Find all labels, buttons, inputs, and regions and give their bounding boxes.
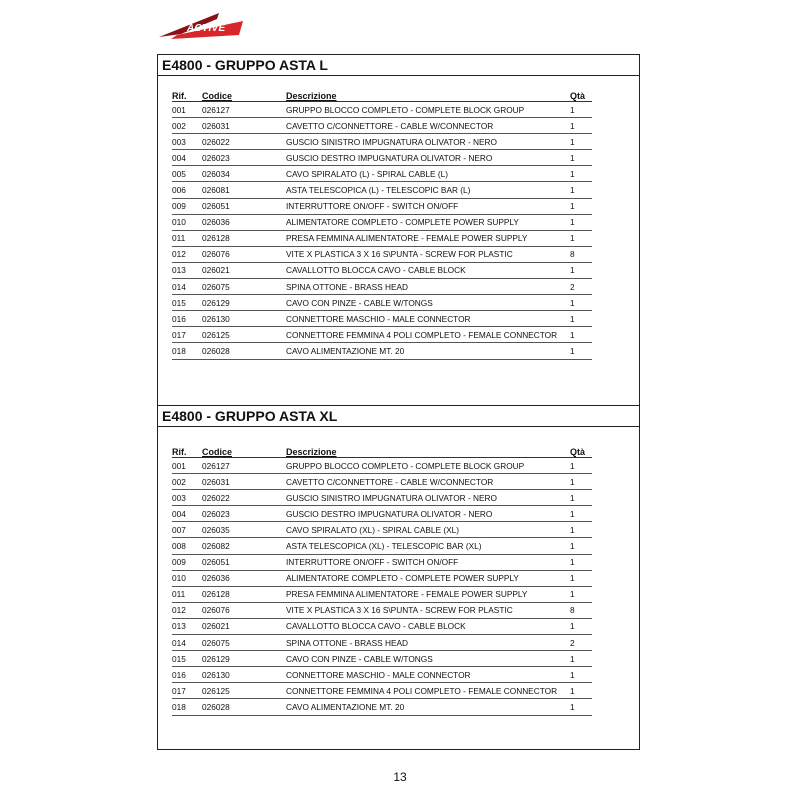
rif-cell: 012 — [172, 602, 202, 618]
descrizione-cell: CONNETTORE MASCHIO - MALE CONNECTOR — [286, 667, 570, 683]
codice-cell: 026051 — [202, 554, 286, 570]
codice-cell: 026051 — [202, 198, 286, 214]
descrizione-cell: VITE X PLASTICA 3 X 16 S\PUNTA - SCREW FOR PLASTIC — [286, 602, 570, 618]
descrizione-cell: SPINA OTTONE - BRASS HEAD — [286, 635, 570, 651]
qta-cell: 1 — [570, 618, 592, 634]
codice-cell: 026022 — [202, 134, 286, 150]
descrizione-cell: CONNETTORE FEMMINA 4 POLI COMPLETO - FEMALE CONNECTOR — [286, 327, 570, 343]
table-row — [172, 490, 592, 506]
descrizione-cell: CAVO ALIMENTAZIONE MT. 20 — [286, 699, 570, 715]
qta-cell: 1 — [570, 683, 592, 699]
table-body — [172, 458, 592, 716]
codice-cell: 026034 — [202, 166, 286, 182]
col-codice-header: Codice — [202, 444, 286, 458]
qta-cell: 1 — [570, 150, 592, 166]
codice-cell: 026021 — [202, 618, 286, 634]
descrizione-cell: GRUPPO BLOCCO COMPLETO - COMPLETE BLOCK GROUP — [286, 102, 570, 118]
table-header-row — [172, 88, 592, 102]
qta-cell: 2 — [570, 279, 592, 295]
table-row — [172, 246, 592, 262]
qta-cell: 1 — [570, 102, 592, 118]
table-body — [172, 102, 592, 360]
qta-cell: 1 — [570, 651, 592, 667]
active-logo — [157, 11, 247, 41]
table-row — [172, 618, 592, 634]
codice-cell: 026023 — [202, 150, 286, 166]
parts-table — [172, 444, 592, 716]
descrizione-cell: ALIMENTATORE COMPLETO - COMPLETE POWER SUPPLY — [286, 570, 570, 586]
section-title: E4800 - GRUPPO ASTA L — [158, 55, 639, 76]
descrizione-cell: CAVO SPIRALATO (L) - SPIRAL CABLE (L) — [286, 166, 570, 182]
qta-cell: 1 — [570, 182, 592, 198]
rif-cell: 003 — [172, 134, 202, 150]
rif-cell: 009 — [172, 554, 202, 570]
descrizione-cell: CAVETTO C/CONNETTORE - CABLE W/CONNECTOR — [286, 474, 570, 490]
col-qta-header: Qtà — [570, 88, 592, 102]
rif-cell: 002 — [172, 118, 202, 134]
rif-cell: 004 — [172, 150, 202, 166]
col-rif-header: Rif. — [172, 444, 202, 458]
descrizione-cell: ASTA TELESCOPICA (XL) - TELESCOPIC BAR (XL) — [286, 538, 570, 554]
codice-cell: 026128 — [202, 586, 286, 602]
table-row — [172, 683, 592, 699]
table-row — [172, 150, 592, 166]
rif-cell: 014 — [172, 635, 202, 651]
table-row — [172, 554, 592, 570]
parts-table — [172, 88, 592, 360]
codice-cell: 026021 — [202, 262, 286, 278]
parts-list-frame — [157, 54, 640, 750]
qta-cell: 1 — [570, 667, 592, 683]
table-row — [172, 327, 592, 343]
descrizione-cell: CONNETTORE MASCHIO - MALE CONNECTOR — [286, 311, 570, 327]
descrizione-cell: GUSCIO SINISTRO IMPUGNATURA OLIVATOR - NERO — [286, 490, 570, 506]
table-row — [172, 230, 592, 246]
codice-cell: 026076 — [202, 246, 286, 262]
codice-cell: 026129 — [202, 651, 286, 667]
codice-cell: 026081 — [202, 182, 286, 198]
qta-cell: 1 — [570, 538, 592, 554]
table-row — [172, 458, 592, 474]
descrizione-cell: INTERRUTTORE ON/OFF - SWITCH ON/OFF — [286, 554, 570, 570]
col-qta-header: Qtà — [570, 444, 592, 458]
table-row — [172, 102, 592, 118]
codice-cell: 026127 — [202, 102, 286, 118]
qta-cell: 1 — [570, 490, 592, 506]
rif-cell: 006 — [172, 182, 202, 198]
table-row — [172, 182, 592, 198]
qta-cell: 1 — [570, 214, 592, 230]
section-asta-xl — [158, 405, 639, 712]
codice-cell: 026036 — [202, 570, 286, 586]
section-title: E4800 - GRUPPO ASTA XL — [158, 405, 639, 427]
codice-cell: 026036 — [202, 214, 286, 230]
codice-cell: 026035 — [202, 522, 286, 538]
descrizione-cell: PRESA FEMMINA ALIMENTATORE - FEMALE POWER SUPPLY — [286, 230, 570, 246]
qta-cell: 1 — [570, 327, 592, 343]
descrizione-cell: CAVALLOTTO BLOCCA CAVO - CABLE BLOCK — [286, 618, 570, 634]
table-row — [172, 295, 592, 311]
codice-cell: 026129 — [202, 295, 286, 311]
qta-cell: 8 — [570, 246, 592, 262]
descrizione-cell: CAVALLOTTO BLOCCA CAVO - CABLE BLOCK — [286, 262, 570, 278]
col-codice-header: Codice — [202, 88, 286, 102]
rif-cell: 018 — [172, 343, 202, 359]
descrizione-cell: SPINA OTTONE - BRASS HEAD — [286, 279, 570, 295]
rif-cell: 017 — [172, 327, 202, 343]
logo-text: ACTIVE — [187, 23, 226, 34]
rif-cell: 010 — [172, 214, 202, 230]
rif-cell: 007 — [172, 522, 202, 538]
rif-cell: 003 — [172, 490, 202, 506]
descrizione-cell: GUSCIO DESTRO IMPUGNATURA OLIVATOR - NERO — [286, 150, 570, 166]
page-number: 13 — [393, 770, 407, 784]
codice-cell: 026082 — [202, 538, 286, 554]
table-row — [172, 343, 592, 359]
rif-cell: 010 — [172, 570, 202, 586]
qta-cell: 1 — [570, 458, 592, 474]
descrizione-cell: ALIMENTATORE COMPLETO - COMPLETE POWER SUPPLY — [286, 214, 570, 230]
descrizione-cell: CAVO CON PINZE - CABLE W/TONGS — [286, 651, 570, 667]
descrizione-cell: CAVO CON PINZE - CABLE W/TONGS — [286, 295, 570, 311]
codice-cell: 026127 — [202, 458, 286, 474]
codice-cell: 026022 — [202, 490, 286, 506]
table-row — [172, 279, 592, 295]
table-header-row — [172, 444, 592, 458]
rif-cell: 013 — [172, 618, 202, 634]
rif-cell: 008 — [172, 538, 202, 554]
codice-cell: 026125 — [202, 327, 286, 343]
rif-cell: 012 — [172, 246, 202, 262]
rif-cell: 001 — [172, 458, 202, 474]
qta-cell: 1 — [570, 134, 592, 150]
table-row — [172, 262, 592, 278]
qta-cell: 1 — [570, 554, 592, 570]
descrizione-cell: PRESA FEMMINA ALIMENTATORE - FEMALE POWER SUPPLY — [286, 586, 570, 602]
descrizione-cell: CAVO SPIRALATO (XL) - SPIRAL CABLE (XL) — [286, 522, 570, 538]
qta-cell: 1 — [570, 522, 592, 538]
descrizione-cell: CONNETTORE FEMMINA 4 POLI COMPLETO - FEMALE CONNECTOR — [286, 683, 570, 699]
rif-cell: 016 — [172, 667, 202, 683]
descrizione-cell: GUSCIO DESTRO IMPUGNATURA OLIVATOR - NERO — [286, 506, 570, 522]
rif-cell: 005 — [172, 166, 202, 182]
rif-cell: 018 — [172, 699, 202, 715]
codice-cell: 026075 — [202, 635, 286, 651]
table-row — [172, 198, 592, 214]
codice-cell: 026130 — [202, 311, 286, 327]
table-row — [172, 538, 592, 554]
table-row — [172, 311, 592, 327]
codice-cell: 026028 — [202, 699, 286, 715]
rif-cell: 002 — [172, 474, 202, 490]
table-row — [172, 635, 592, 651]
section-asta-l — [158, 55, 639, 356]
col-descrizione-header: Descrizione — [286, 444, 570, 458]
codice-cell: 026130 — [202, 667, 286, 683]
qta-cell: 1 — [570, 230, 592, 246]
table-row — [172, 118, 592, 134]
rif-cell: 015 — [172, 295, 202, 311]
rif-cell: 004 — [172, 506, 202, 522]
descrizione-cell: CAVO ALIMENTAZIONE MT. 20 — [286, 343, 570, 359]
rif-cell: 015 — [172, 651, 202, 667]
qta-cell: 1 — [570, 586, 592, 602]
qta-cell: 1 — [570, 311, 592, 327]
qta-cell: 1 — [570, 699, 592, 715]
table-row — [172, 522, 592, 538]
qta-cell: 1 — [570, 295, 592, 311]
codice-cell: 026128 — [202, 230, 286, 246]
table-row — [172, 586, 592, 602]
qta-cell: 1 — [570, 506, 592, 522]
codice-cell: 026075 — [202, 279, 286, 295]
table-row — [172, 166, 592, 182]
table-row — [172, 474, 592, 490]
table-row — [172, 214, 592, 230]
descrizione-cell: GUSCIO SINISTRO IMPUGNATURA OLIVATOR - NERO — [286, 134, 570, 150]
qta-cell: 1 — [570, 262, 592, 278]
descrizione-cell: CAVETTO C/CONNETTORE - CABLE W/CONNECTOR — [286, 118, 570, 134]
codice-cell: 026076 — [202, 602, 286, 618]
qta-cell: 1 — [570, 118, 592, 134]
codice-cell: 026031 — [202, 118, 286, 134]
codice-cell: 026023 — [202, 506, 286, 522]
table-row — [172, 667, 592, 683]
table-row — [172, 699, 592, 715]
table-row — [172, 134, 592, 150]
codice-cell: 026031 — [202, 474, 286, 490]
qta-cell: 1 — [570, 166, 592, 182]
descrizione-cell: ASTA TELESCOPICA (L) - TELESCOPIC BAR (L) — [286, 182, 570, 198]
qta-cell: 1 — [570, 570, 592, 586]
col-rif-header: Rif. — [172, 88, 202, 102]
qta-cell: 1 — [570, 343, 592, 359]
rif-cell: 016 — [172, 311, 202, 327]
table-row — [172, 570, 592, 586]
descrizione-cell: VITE X PLASTICA 3 X 16 S\PUNTA - SCREW FOR PLASTIC — [286, 246, 570, 262]
rif-cell: 009 — [172, 198, 202, 214]
qta-cell: 1 — [570, 474, 592, 490]
col-descrizione-header: Descrizione — [286, 88, 570, 102]
rif-cell: 011 — [172, 230, 202, 246]
codice-cell: 026125 — [202, 683, 286, 699]
rif-cell: 011 — [172, 586, 202, 602]
table-row — [172, 651, 592, 667]
rif-cell: 001 — [172, 102, 202, 118]
table-row — [172, 602, 592, 618]
rif-cell: 013 — [172, 262, 202, 278]
qta-cell: 8 — [570, 602, 592, 618]
descrizione-cell: GRUPPO BLOCCO COMPLETO - COMPLETE BLOCK GROUP — [286, 458, 570, 474]
rif-cell: 017 — [172, 683, 202, 699]
table-row — [172, 506, 592, 522]
descrizione-cell: INTERRUTTORE ON/OFF - SWITCH ON/OFF — [286, 198, 570, 214]
qta-cell: 2 — [570, 635, 592, 651]
qta-cell: 1 — [570, 198, 592, 214]
codice-cell: 026028 — [202, 343, 286, 359]
rif-cell: 014 — [172, 279, 202, 295]
